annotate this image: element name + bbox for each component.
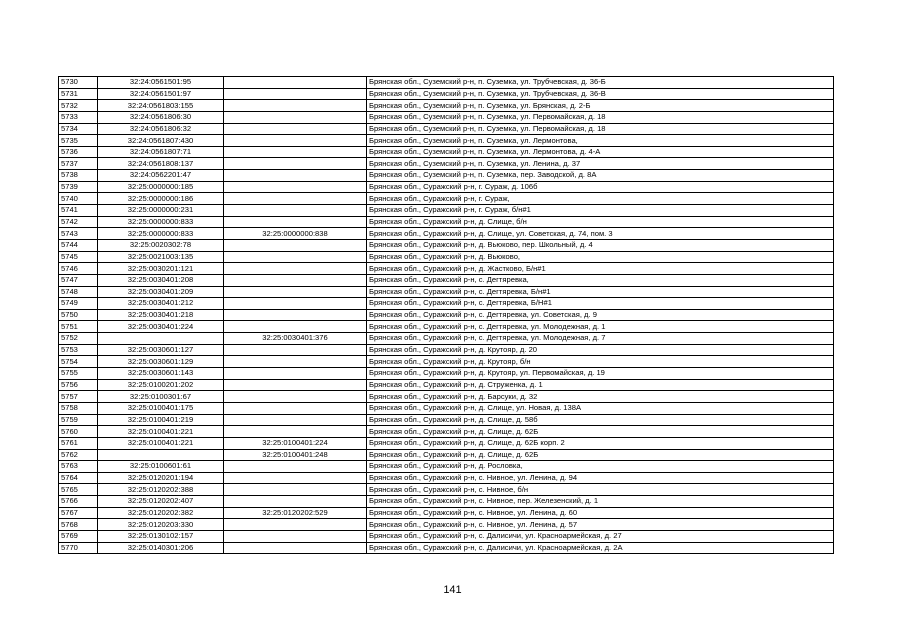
table-row	[59, 251, 834, 263]
linked-cadastral-number-cell	[224, 379, 367, 391]
linked-cadastral-number-cell: 32:25:0000000:838	[224, 228, 367, 240]
table-row	[59, 205, 834, 217]
row-number-cell: 5764	[59, 472, 98, 484]
linked-cadastral-number-cell	[224, 286, 367, 298]
address-cell: Брянская обл., Суражский р-н, д. Слище, д. 62Б	[367, 449, 834, 461]
cadastral-number-cell: 32:25:0120203:330	[98, 519, 224, 531]
cadastral-number-cell: 32:25:0000000:186	[98, 193, 224, 205]
row-number-cell: 5754	[59, 356, 98, 368]
row-number-cell: 5731	[59, 88, 98, 100]
address-cell: Брянская обл., Суражский р-н, д. Крутояр, ул. Первомайская, д. 19	[367, 368, 834, 380]
address-cell: Брянская обл., Суражский р-н, с. Дегтяревка, ул. Молодежная, д. 1	[367, 321, 834, 333]
row-number-cell: 5755	[59, 368, 98, 380]
linked-cadastral-number-cell	[224, 484, 367, 496]
cadastral-number-cell: 32:25:0120202:388	[98, 484, 224, 496]
linked-cadastral-number-cell	[224, 111, 367, 123]
address-cell: Брянская обл., Суземский р-н, п. Суземка, ул. Ленина, д. 37	[367, 158, 834, 170]
linked-cadastral-number-cell	[224, 472, 367, 484]
cadastral-number-cell: 32:25:0000000:833	[98, 228, 224, 240]
cadastral-number-cell	[98, 333, 224, 345]
cadastral-number-cell: 32:25:0130102:157	[98, 530, 224, 542]
table-row	[59, 333, 834, 345]
table-row	[59, 100, 834, 112]
row-number-cell: 5760	[59, 426, 98, 438]
cadastral-number-cell: 32:25:0140301:206	[98, 542, 224, 554]
cadastral-number-cell: 32:24:0561501:97	[98, 88, 224, 100]
row-number-cell: 5763	[59, 461, 98, 473]
row-number-cell: 5744	[59, 239, 98, 251]
linked-cadastral-number-cell	[224, 88, 367, 100]
linked-cadastral-number-cell: 32:25:0030401:376	[224, 333, 367, 345]
table-row	[59, 263, 834, 275]
row-number-cell: 5741	[59, 205, 98, 217]
row-number-cell: 5765	[59, 484, 98, 496]
address-cell: Брянская обл., Суражский р-н, д. Слище, д. 62Б корп. 2	[367, 437, 834, 449]
row-number-cell: 5767	[59, 507, 98, 519]
cadastral-number-cell: 32:25:0030401:218	[98, 309, 224, 321]
linked-cadastral-number-cell	[224, 519, 367, 531]
cadastral-number-cell: 32:25:0000000:185	[98, 181, 224, 193]
address-cell: Брянская обл., Суражский р-н, д. Слище, д. 62Б	[367, 426, 834, 438]
address-cell: Брянская обл., Суземский р-н, п. Суземка, ул. Лермонтова, д. 4-А	[367, 146, 834, 158]
table-row	[59, 158, 834, 170]
linked-cadastral-number-cell	[224, 356, 367, 368]
table-row	[59, 391, 834, 403]
row-number-cell: 5747	[59, 274, 98, 286]
linked-cadastral-number-cell	[224, 542, 367, 554]
address-cell: Брянская обл., Суражский р-н, с. Дегтяревка, Б/Н#1	[367, 298, 834, 310]
row-number-cell: 5737	[59, 158, 98, 170]
linked-cadastral-number-cell	[224, 309, 367, 321]
linked-cadastral-number-cell	[224, 181, 367, 193]
linked-cadastral-number-cell	[224, 391, 367, 403]
cadastral-number-cell: 32:25:0020302:78	[98, 239, 224, 251]
address-cell: Брянская обл., Суражский р-н, д. Рословка,	[367, 461, 834, 473]
row-number-cell: 5766	[59, 496, 98, 508]
table-row	[59, 111, 834, 123]
address-cell: Брянская обл., Суражский р-н, г. Сураж,	[367, 193, 834, 205]
cadastral-number-cell: 32:25:0030601:143	[98, 368, 224, 380]
address-cell: Брянская обл., Суражский р-н, с. Нивное, ул. Ленина, д. 60	[367, 507, 834, 519]
row-number-cell: 5756	[59, 379, 98, 391]
table-row	[59, 472, 834, 484]
row-number-cell: 5735	[59, 135, 98, 147]
address-cell: Брянская обл., Суземский р-н, п. Суземка, ул. Первомайская, д. 18	[367, 111, 834, 123]
linked-cadastral-number-cell	[224, 251, 367, 263]
row-number-cell: 5751	[59, 321, 98, 333]
linked-cadastral-number-cell	[224, 461, 367, 473]
linked-cadastral-number-cell	[224, 263, 367, 275]
row-number-cell: 5734	[59, 123, 98, 135]
linked-cadastral-number-cell: 32:25:0100401:224	[224, 437, 367, 449]
table-row	[59, 135, 834, 147]
table-row	[59, 437, 834, 449]
table-row	[59, 426, 834, 438]
linked-cadastral-number-cell	[224, 77, 367, 89]
cadastral-number-cell: 32:24:0561808:137	[98, 158, 224, 170]
table-row	[59, 368, 834, 380]
cadastral-number-cell: 32:25:0000000:833	[98, 216, 224, 228]
linked-cadastral-number-cell	[224, 402, 367, 414]
table-row	[59, 146, 834, 158]
linked-cadastral-number-cell	[224, 530, 367, 542]
linked-cadastral-number-cell	[224, 344, 367, 356]
linked-cadastral-number-cell	[224, 216, 367, 228]
cadastral-number-cell: 32:25:0100401:221	[98, 437, 224, 449]
row-number-cell: 5740	[59, 193, 98, 205]
table-row	[59, 123, 834, 135]
table-row	[59, 274, 834, 286]
linked-cadastral-number-cell	[224, 426, 367, 438]
row-number-cell: 5769	[59, 530, 98, 542]
row-number-cell: 5742	[59, 216, 98, 228]
linked-cadastral-number-cell	[224, 496, 367, 508]
row-number-cell: 5739	[59, 181, 98, 193]
linked-cadastral-number-cell	[224, 100, 367, 112]
linked-cadastral-number-cell	[224, 274, 367, 286]
table-row	[59, 542, 834, 554]
linked-cadastral-number-cell	[224, 146, 367, 158]
row-number-cell: 5762	[59, 449, 98, 461]
cadastral-number-cell: 32:25:0100401:219	[98, 414, 224, 426]
registry-table	[58, 76, 834, 554]
linked-cadastral-number-cell	[224, 298, 367, 310]
table-row	[59, 321, 834, 333]
cadastral-number-cell: 32:24:0562201:47	[98, 170, 224, 182]
table-row	[59, 530, 834, 542]
row-number-cell: 5733	[59, 111, 98, 123]
address-cell: Брянская обл., Суземский р-н, п. Суземка, ул. Лермонтова,	[367, 135, 834, 147]
table-row	[59, 216, 834, 228]
linked-cadastral-number-cell: 32:25:0120202:529	[224, 507, 367, 519]
table-row	[59, 356, 834, 368]
row-number-cell: 5745	[59, 251, 98, 263]
address-cell: Брянская обл., Суражский р-н, д. Слище, д. 58б	[367, 414, 834, 426]
address-cell: Брянская обл., Суражский р-н, д. Крутояр, б/н	[367, 356, 834, 368]
table-row	[59, 379, 834, 391]
cadastral-number-cell: 32:25:0030601:127	[98, 344, 224, 356]
linked-cadastral-number-cell	[224, 170, 367, 182]
linked-cadastral-number-cell	[224, 205, 367, 217]
address-cell: Брянская обл., Суземский р-н, п. Суземка, ул. Трубчевская, д. 36-Б	[367, 77, 834, 89]
address-cell: Брянская обл., Суражский р-н, д. Слище, б/н	[367, 216, 834, 228]
table-row	[59, 228, 834, 240]
cadastral-number-cell: 32:25:0021003:135	[98, 251, 224, 263]
table-row	[59, 484, 834, 496]
address-cell: Брянская обл., Суражский р-н, д. Слище, ул. Новая, д. 138А	[367, 402, 834, 414]
address-cell: Брянская обл., Суражский р-н, д. Вьюково, пер. Школьный, д. 4	[367, 239, 834, 251]
cadastral-number-cell: 32:25:0030401:209	[98, 286, 224, 298]
address-cell: Брянская обл., Суражский р-н, с. Дегтяревка, Б/н#1	[367, 286, 834, 298]
table-row	[59, 181, 834, 193]
row-number-cell: 5770	[59, 542, 98, 554]
table-row	[59, 414, 834, 426]
table-row	[59, 461, 834, 473]
linked-cadastral-number-cell	[224, 239, 367, 251]
address-cell: Брянская обл., Суражский р-н, с. Далисичи, ул. Красноармейская, д. 2А	[367, 542, 834, 554]
address-cell: Брянская обл., Суземский р-н, п. Суземка, ул. Брянская, д. 2-Б	[367, 100, 834, 112]
cadastral-number-cell: 32:25:0100301:67	[98, 391, 224, 403]
address-cell: Брянская обл., Суражский р-н, с. Дегтяревка, ул. Молодежная, д. 7	[367, 333, 834, 345]
address-cell: Брянская обл., Суражский р-н, с. Нивное, пер. Железенский, д. 1	[367, 496, 834, 508]
linked-cadastral-number-cell	[224, 123, 367, 135]
row-number-cell: 5768	[59, 519, 98, 531]
table-row	[59, 77, 834, 89]
linked-cadastral-number-cell: 32:25:0100401:248	[224, 449, 367, 461]
table-row	[59, 519, 834, 531]
address-cell: Брянская обл., Суражский р-н, с. Нивное, б/н	[367, 484, 834, 496]
address-cell: Брянская обл., Суражский р-н, д. Крутояр, д. 20	[367, 344, 834, 356]
address-cell: Брянская обл., Суражский р-н, с. Нивное, ул. Ленина, д. 57	[367, 519, 834, 531]
cadastral-number-cell: 32:25:0100601:61	[98, 461, 224, 473]
cadastral-number-cell: 32:24:0561807:430	[98, 135, 224, 147]
row-number-cell: 5738	[59, 170, 98, 182]
row-number-cell: 5736	[59, 146, 98, 158]
cadastral-number-cell: 32:25:0030201:121	[98, 263, 224, 275]
address-cell: Брянская обл., Суражский р-н, с. Нивное, ул. Ленина, д. 94	[367, 472, 834, 484]
table-row	[59, 496, 834, 508]
table-row	[59, 239, 834, 251]
table-row	[59, 298, 834, 310]
table-row	[59, 309, 834, 321]
address-cell: Брянская обл., Суражский р-н, д. Слище, ул. Советская, д. 74, пом. 3	[367, 228, 834, 240]
address-cell: Брянская обл., Суражский р-н, с. Дегтяревка, ул. Советская, д. 9	[367, 309, 834, 321]
cadastral-number-cell: 32:24:0561803:155	[98, 100, 224, 112]
cadastral-number-cell: 32:25:0120202:382	[98, 507, 224, 519]
linked-cadastral-number-cell	[224, 368, 367, 380]
address-cell: Брянская обл., Суражский р-н, д. Жастково, Б/н#1	[367, 263, 834, 275]
cadastral-number-cell	[98, 449, 224, 461]
table-row	[59, 449, 834, 461]
row-number-cell: 5757	[59, 391, 98, 403]
linked-cadastral-number-cell	[224, 414, 367, 426]
row-number-cell: 5746	[59, 263, 98, 275]
cadastral-number-cell: 32:24:0561806:30	[98, 111, 224, 123]
address-cell: Брянская обл., Суражский р-н, г. Сураж, д. 106б	[367, 181, 834, 193]
address-cell: Брянская обл., Суземский р-н, п. Суземка, ул. Первомайская, д. 18	[367, 123, 834, 135]
cadastral-number-cell: 32:24:0561806:32	[98, 123, 224, 135]
cadastral-number-cell: 32:25:0100401:175	[98, 402, 224, 414]
row-number-cell: 5758	[59, 402, 98, 414]
row-number-cell: 5749	[59, 298, 98, 310]
page-number: 141	[443, 584, 462, 596]
address-cell: Брянская обл., Суражский р-н, г. Сураж, б/н#1	[367, 205, 834, 217]
row-number-cell: 5732	[59, 100, 98, 112]
address-cell: Брянская обл., Суражский р-н, с. Далисичи, ул. Красноармейская, д. 27	[367, 530, 834, 542]
table-row	[59, 170, 834, 182]
row-number-cell: 5750	[59, 309, 98, 321]
address-cell: Брянская обл., Суражский р-н, с. Дегтяревка,	[367, 274, 834, 286]
table-row	[59, 507, 834, 519]
cadastral-number-cell: 32:25:0120201:194	[98, 472, 224, 484]
address-cell: Брянская обл., Суражский р-н, д. Струженка, д. 1	[367, 379, 834, 391]
linked-cadastral-number-cell	[224, 135, 367, 147]
table-row	[59, 286, 834, 298]
table-row	[59, 88, 834, 100]
address-cell: Брянская обл., Суражский р-н, д. Вьюково,	[367, 251, 834, 263]
linked-cadastral-number-cell	[224, 321, 367, 333]
address-cell: Брянская обл., Суземский р-н, п. Суземка, ул. Трубчевская, д. 36-В	[367, 88, 834, 100]
row-number-cell: 5743	[59, 228, 98, 240]
table-row	[59, 402, 834, 414]
cadastral-number-cell: 32:24:0561807:71	[98, 146, 224, 158]
linked-cadastral-number-cell	[224, 193, 367, 205]
cadastral-number-cell: 32:25:0030401:224	[98, 321, 224, 333]
cadastral-number-cell: 32:25:0100401:221	[98, 426, 224, 438]
address-cell: Брянская обл., Суземский р-н, п. Суземка, пер. Заводской, д. 8А	[367, 170, 834, 182]
row-number-cell: 5761	[59, 437, 98, 449]
cadastral-number-cell: 32:25:0100201:202	[98, 379, 224, 391]
cadastral-number-cell: 32:25:0030601:129	[98, 356, 224, 368]
cadastral-number-cell: 32:25:0000000:231	[98, 205, 224, 217]
cadastral-number-cell: 32:24:0561501:95	[98, 77, 224, 89]
cadastral-number-cell: 32:25:0030401:208	[98, 274, 224, 286]
address-cell: Брянская обл., Суражский р-н, д. Барсуки, д. 32	[367, 391, 834, 403]
row-number-cell: 5753	[59, 344, 98, 356]
cadastral-number-cell: 32:25:0030401:212	[98, 298, 224, 310]
registry-table-body	[59, 77, 834, 554]
row-number-cell: 5730	[59, 77, 98, 89]
row-number-cell: 5752	[59, 333, 98, 345]
row-number-cell: 5748	[59, 286, 98, 298]
table-row	[59, 193, 834, 205]
row-number-cell: 5759	[59, 414, 98, 426]
linked-cadastral-number-cell	[224, 158, 367, 170]
cadastral-number-cell: 32:25:0120202:407	[98, 496, 224, 508]
table-row	[59, 344, 834, 356]
